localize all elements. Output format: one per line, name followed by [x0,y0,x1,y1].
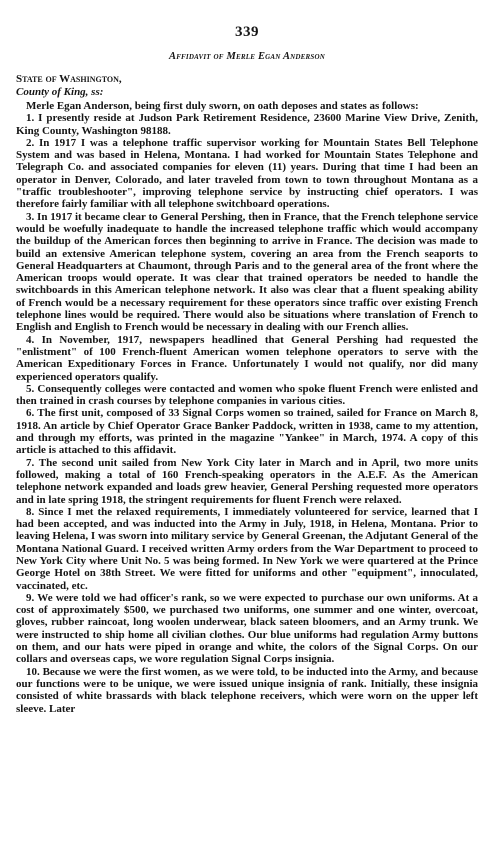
numbered-paragraph: 7. The second unit sailed from New York City later in March and in April, two more units followed, making a total of 160 French-speaking operators in the A.E.F. As the American telephone network expanded and loads grew heavier, General Pershing requested more operators and in late spring 1918, the stringent requirements for fluent French were relaxed. [16,456,478,506]
numbered-paragraph: 6. The first unit, composed of 33 Signal Corps women so trained, sailed for France on March 8, 1918. An article by Chief Operator Grace Banker Paddock, written in 1938, came to my attention, and through my efforts, was printed in the magazine "Yankee" in March, 1974. A copy of this article is attached to this affidavit. [16,407,478,457]
intro-paragraph: Merle Egan Anderson, being first duly sworn, on oath deposes and states as follows: [26,100,419,112]
numbered-paragraph: 9. We were told we had officer's rank, so we were expected to purchase our own uniforms. At a cost of approximately $500, we purchased two uniforms, one summer and one winter, overcoat, gloves, rubber raincoat, long woolen underwear, black sateen bloomers, and an Army trunk. We were instructed to ship home all civilian clothes. Our blue uniforms had regulation Army buttons on them, and our hats were piped in orange and white, the colors of the Signal Corps. On our collars and overseas caps, we wore regulation Signal Corps insignia. [16,591,478,666]
numbered-paragraph: 3. In 1917 it became clear to General Pershing, then in France, that the French telephone service would be woefully inadequate to handle the increased telephone traffic which would accompany the buildup of the American forces then beginning to arrive in France. The decision was made to build an extensive American telephone system, covering an area from the French seaports to General Headquarters at Chaumont, through Paris and to the general area of the front where the American troops would operate. It was clear that trained operators be needed to handle the switchboards in this American telephone network. It also was clear that a fluent speaking ability of French would be a necessary requirement for these operators since traffic over existing French telephone lines would be required. There would also be situations where translation of French to English and English to French would be necessary in dealing with our French allies. [16,210,478,334]
numbered-paragraph: 2. In 1917 I was a telephone traffic supervisor working for Mountain States Bell Telephone System and was based in Helena, Montana. I had worked for Mountain States Telephone and Telegraph Co. and associated companies for eleven (11) years. During that time I had been an operator in Denver, Colorado, and later traveled from town to town throughout Montana as a "traffic troubleshooter", improving telephone service by instructing chief operators. I was therefore fairly familiar with all telephone switchboard operations. [16,136,478,211]
numbered-paragraph: 1. I presently reside at Judson Park Retirement Residence, 23600 Marine View Drive, Zenith, King County, Washington 98188. [16,112,478,137]
page-number: 339 [235,24,259,40]
numbered-paragraph: 8. Since I met the relaxed requirements, I immediately volunteered for service, learned that I had been accepted, and was inducted into the Army in July, 1918, in Helena, Montana. Prior to leaving Helena, I was sworn into military service by General Greenan, the Adjutant General of the Montana National Guard. I received written Army orders from the War Department to proceed to New York City where Unit No. 5 was being formed. In New York we were quartered at the Prince George Hotel on 38th Street. We were fitted for uniforms and other "equipment", innoculated, vaccinated, etc. [16,505,478,592]
document-title [16,51,478,62]
document-title-text: Affidavit of Merle Egan Anderson [168,51,326,62]
paragraph-list [16,112,478,715]
numbered-paragraph: 10. Because we were the first women, as we were told, to be inducted into the Army, and because our functions were to be unique, we were issued unique insignia of rank. Initially, these insignia consisted of white brassards with black telephone receivers, which were worn on the upper left sleeve. Later [16,665,478,715]
state-line: State of Washington, [16,73,122,85]
county-line: County of King, ss: [16,85,104,98]
numbered-paragraph: 5. Consequently colleges were contacted and women who spoke fluent French were enlisted and then trained in crash courses by telephone companies in various cities. [16,382,478,408]
numbered-paragraph: 4. In November, 1917, newspapers headlined that General Pershing had requested the "enlistment" of 100 French-fluent American women telephone operators to serve with the American Expeditionary Forces in France. Unfortunately I would not qualify, nor did many experienced operators qualify. [16,333,478,383]
